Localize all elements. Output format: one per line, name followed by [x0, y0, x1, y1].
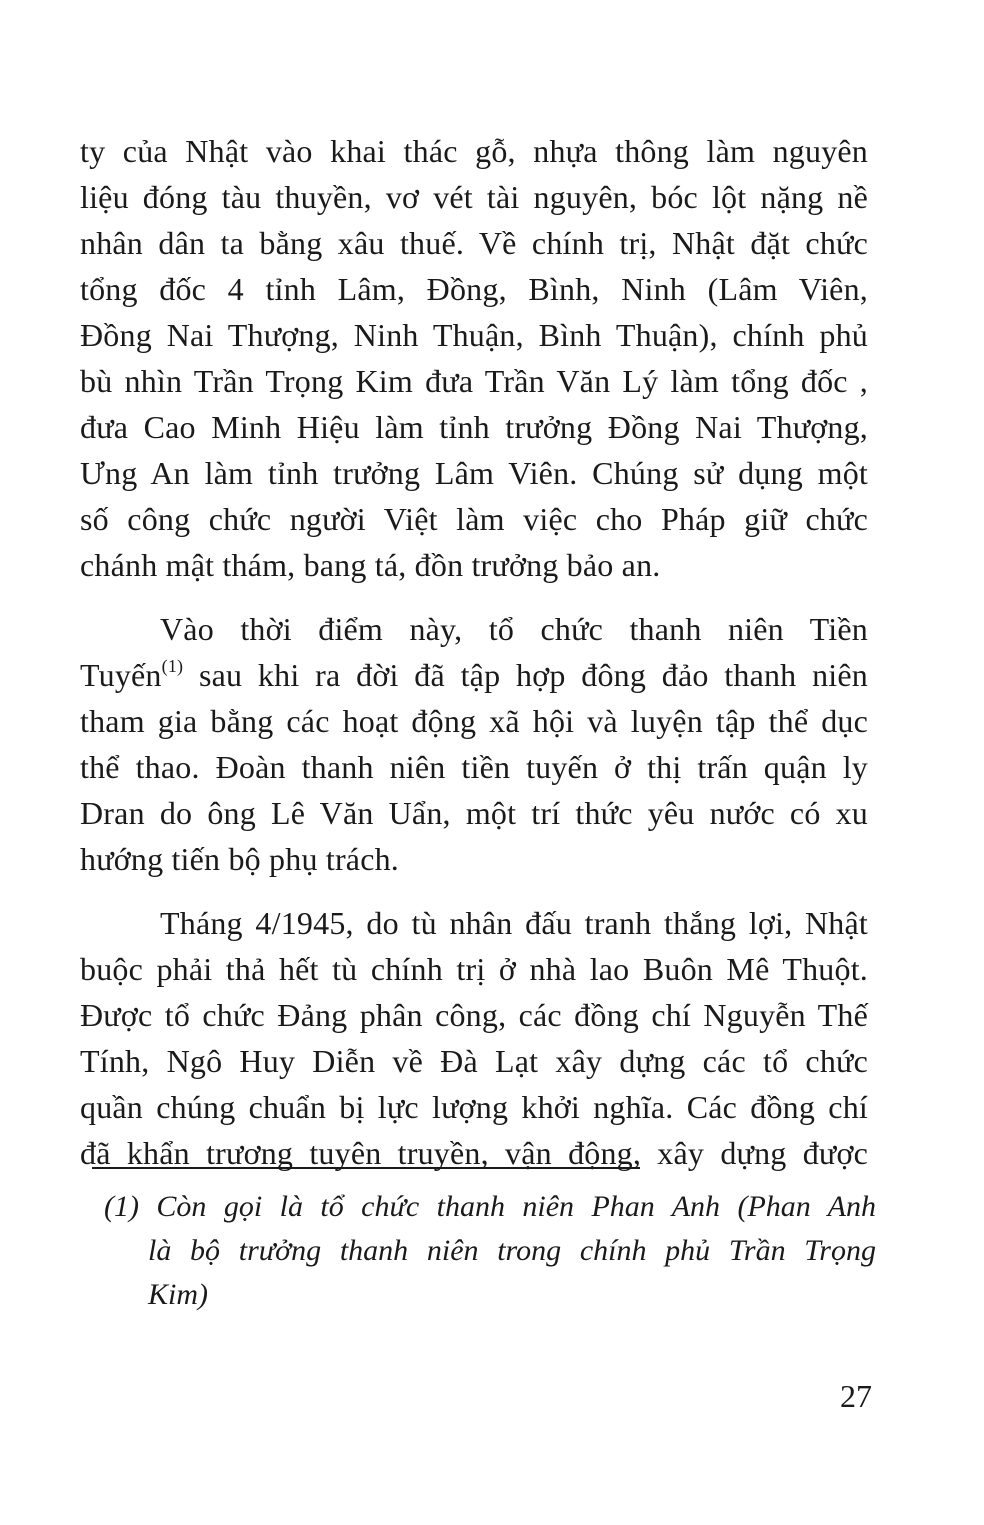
page-number: 27 [840, 1378, 872, 1414]
text-line: Tháng 4/1945, do tù nhân đấu tranh thắng lợi, Nhật [160, 905, 868, 941]
text-line: liệu đóng tàu thuyền, vơ vét tài nguyên, bóc lột nặng nề [80, 179, 868, 215]
text-line: ty của Nhật vào khai thác gỗ, nhựa thông làm nguyên [80, 133, 868, 169]
footnote-line: (1) Còn gọi là tổ chức thanh niên Phan Anh (Phan Anh [104, 1190, 876, 1223]
text-line: đưa Cao Minh Hiệu làm tỉnh trưởng Đồng Nai Thượng, [80, 409, 868, 445]
text-line [80, 655, 868, 695]
text-line: Được tổ chức Đảng phân công, các đồng chí Nguyễn Thế [80, 997, 868, 1033]
text-line: chánh mật thám, bang tá, đồn trưởng bảo an. [80, 547, 661, 583]
text-line: bù nhìn Trần Trọng Kim đưa Trần Văn Lý làm tổng đốc , [80, 363, 868, 399]
text-line: nhân dân ta bằng xâu thuế. Về chính trị, Nhật đặt chức [80, 225, 868, 261]
text-segment: sau khi ra đời đã tập hợp đông đảo thanh niên [183, 657, 868, 693]
text-line: Đồng Nai Thượng, Ninh Thuận, Bình Thuận), chính phủ [80, 317, 868, 353]
text-segment: Tuyến [80, 657, 162, 693]
text-line: Dran do ông Lê Văn Uẩn, một trí thức yêu nước có xu [80, 795, 868, 831]
text-line: tổng đốc 4 tỉnh Lâm, Đồng, Bình, Ninh (Lâm Viên, [80, 271, 868, 307]
footnote-divider [92, 1167, 640, 1169]
footnote-reference: (1) [161, 656, 184, 676]
text-line: Tính, Ngô Huy Diễn về Đà Lạt xây dựng các tổ chức [80, 1043, 868, 1079]
text-line: đã khẩn trương tuyên truyền, vận động, xây dựng được [80, 1135, 868, 1171]
footnote-line: Kim) [148, 1278, 208, 1311]
text-line: Vào thời điểm này, tổ chức thanh niên Tiền [160, 611, 868, 647]
footnote-line: là bộ trưởng thanh niên trong chính phủ Trần Trọng [148, 1234, 876, 1267]
text-line: hướng tiến bộ phụ trách. [80, 841, 400, 877]
text-line: số công chức người Việt làm việc cho Pháp giữ chức [80, 501, 868, 537]
text-line: tham gia bằng các hoạt động xã hội và luyện tập thể dục [80, 703, 868, 739]
text-line: Ưng An làm tỉnh trưởng Lâm Viên. Chúng sử dụng một [80, 455, 868, 491]
text-line: quần chúng chuẩn bị lực lượng khởi nghĩa. Các đồng chí [80, 1089, 868, 1125]
text-line: thể thao. Đoàn thanh niên tiền tuyến ở thị trấn quận ly [80, 749, 868, 785]
text-line: buộc phải thả hết tù chính trị ở nhà lao Buôn Mê Thuột. [80, 951, 868, 987]
